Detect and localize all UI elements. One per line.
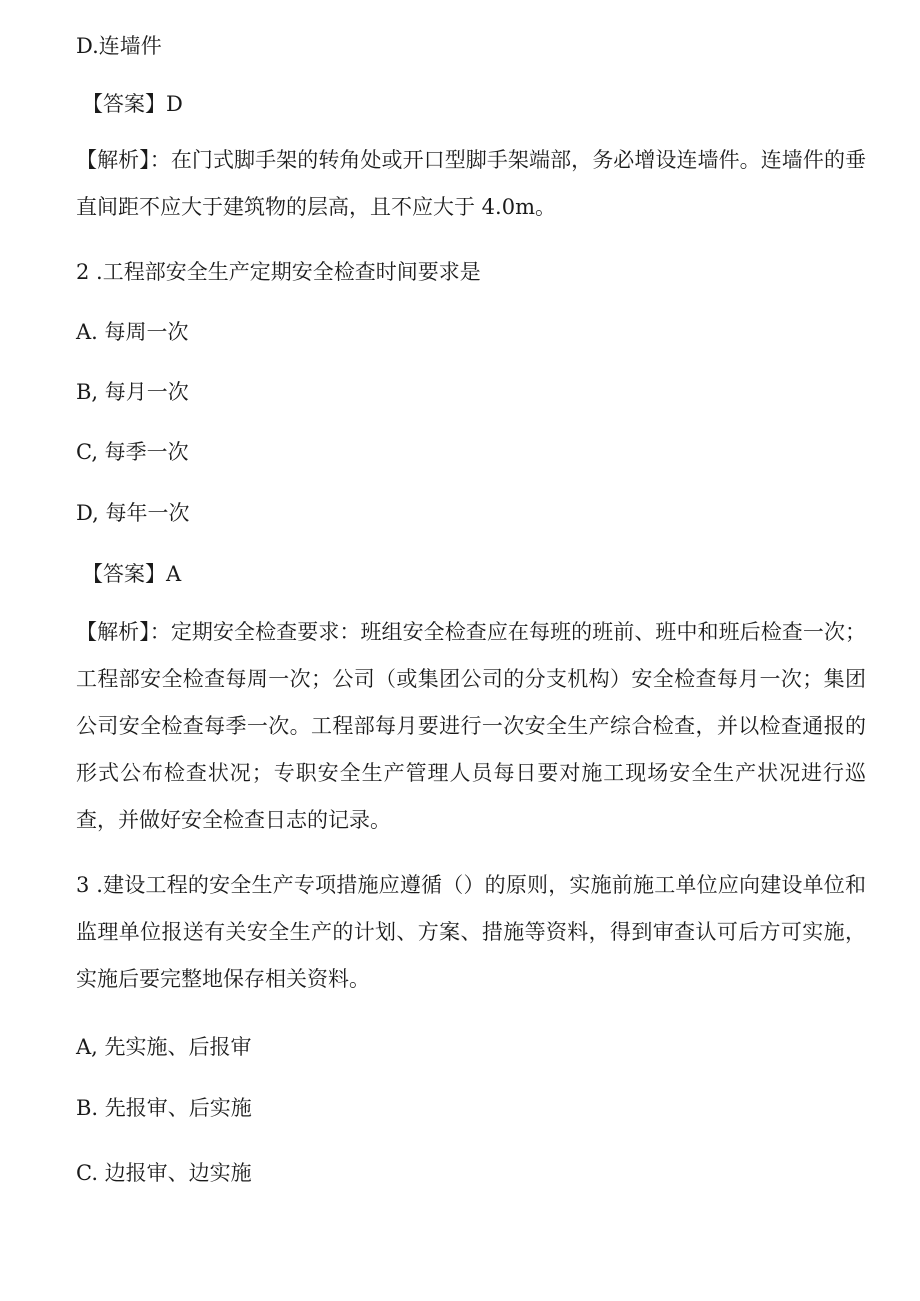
q2-answer: 【答案】A: [82, 562, 182, 586]
q1-analysis-text: ：在门式脚手架的转角处或开口型脚手架端部，务必增设连墙件。连墙件的垂直间距不应大于建筑物的层高，且不应大于 4.0m。: [76, 148, 867, 219]
q3-option-c: C. 边报审、边实施: [76, 1161, 252, 1185]
q3-stem: 3 .建设工程的安全生产专项措施应遵循（）的原则，实施前施工单位应向建设单位和监理单位报送有关安全生产的计划、方案、措施等资料，得到审查认可后方可实施，实施后要完整地保存相关资料。: [76, 873, 866, 991]
q2-option-b: B, 每月一次: [76, 380, 189, 404]
q1-answer: 【答案】D: [82, 92, 183, 116]
q2-option-c: C, 每季一次: [76, 440, 189, 464]
q2-analysis-text: ：定期安全检查要求：班组安全检查应在每班的班前、班中和班后检查一次；工程部安全检查每周一次；公司（或集团公司的分支机构）安全检查每月一次；集团公司安全检查每季一次。工程部每月要进行一次安全生产综合检查，并以检查通报的形式公布检查状况；专职安全生产管理人员每日要对施工现场安全生产状况进行巡查，并做好安全检查日志的记录。: [76, 620, 867, 832]
q2-option-a: A. 每周一次: [76, 320, 189, 344]
q1-analysis: [76, 137, 866, 231]
q3-option-b: B. 先报审、后实施: [76, 1096, 252, 1120]
q3-option-a: A, 先实施、后报审: [76, 1035, 252, 1059]
q1-analysis-label: 【解析】: [76, 148, 150, 172]
q2-option-d: D, 每年一次: [76, 501, 190, 525]
q2-analysis: [76, 609, 866, 844]
q2-stem: 2 .工程部安全生产定期安全检查时间要求是: [76, 260, 481, 284]
q1-option-d: D.连墙件: [76, 34, 162, 58]
q2-analysis-label: 【解析】: [76, 620, 150, 644]
